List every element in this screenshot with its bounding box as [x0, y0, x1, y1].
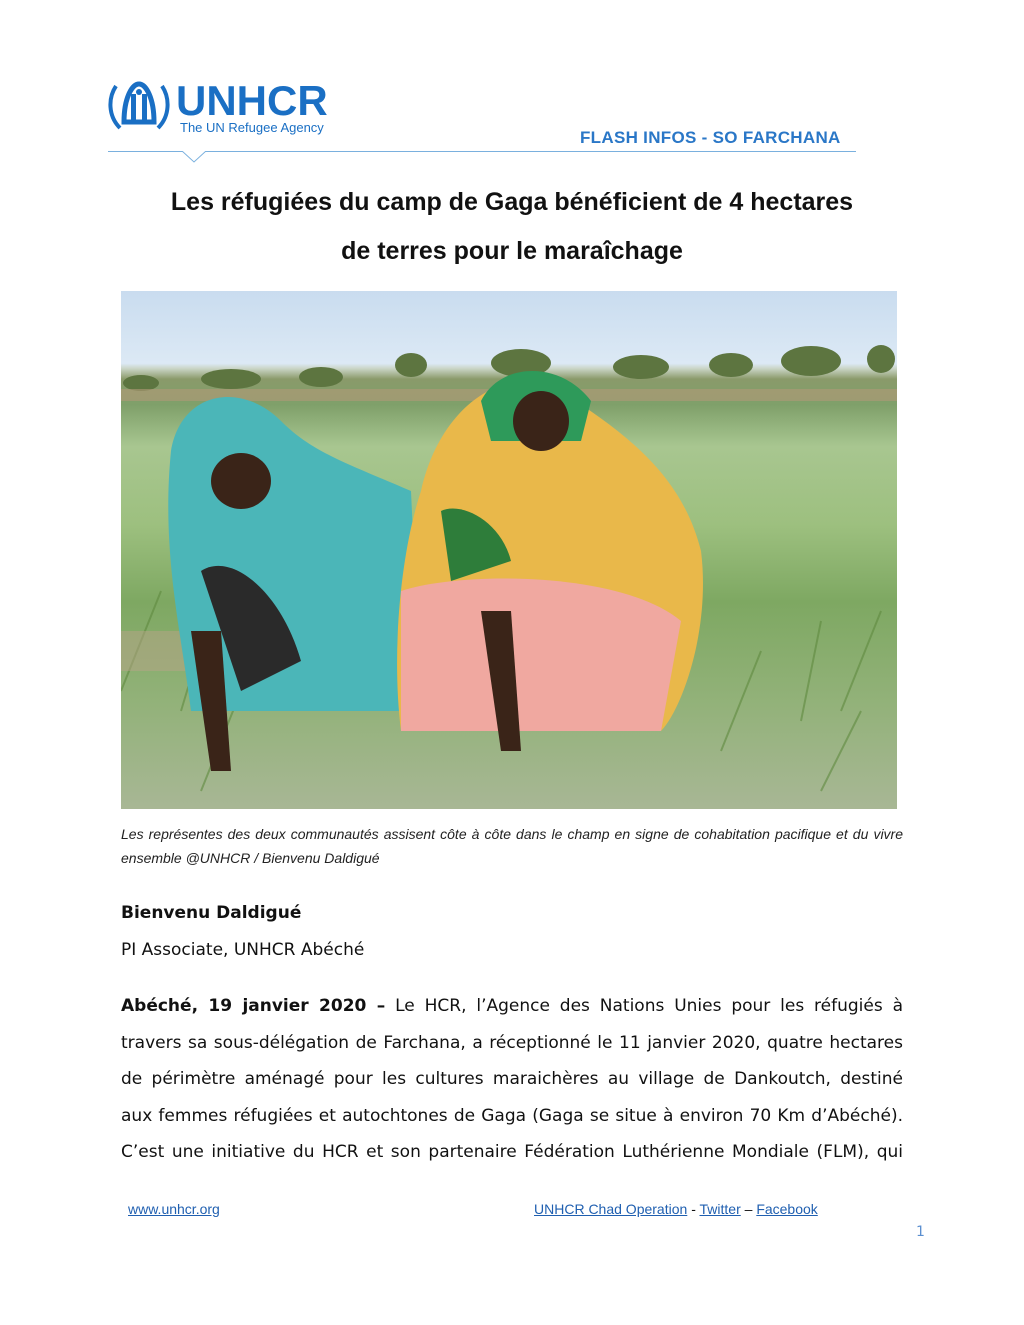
- article-photo: [121, 291, 897, 809]
- author-name: Bienvenu Daldigué: [121, 903, 302, 923]
- body-line: [121, 988, 903, 1025]
- author-role: PI Associate, UNHCR Abéché: [121, 940, 365, 960]
- page-number: 1: [916, 1224, 925, 1240]
- title-line-1: Les réfugiées du camp de Gaga bénéficient de 4 hectares: [170, 188, 854, 216]
- photo-illustration: [121, 291, 897, 809]
- title-line-2: de terres pour le maraîchage: [341, 237, 683, 265]
- section-header: FLASH INFOS - SO FARCHANA: [580, 128, 841, 147]
- logo-wordmark: UNHCR: [176, 77, 328, 124]
- article-title: [100, 178, 924, 276]
- separator: –: [744, 1201, 753, 1217]
- footer-links: [534, 1201, 818, 1217]
- unhcr-emblem-icon: [106, 78, 172, 134]
- facebook-link[interactable]: Facebook: [756, 1201, 818, 1217]
- divider-notch: [182, 151, 206, 163]
- article-body: [121, 988, 903, 1171]
- body-line: de périmètre aménagé pour les cultures maraichères au village de Dankoutch, destiné: [121, 1069, 903, 1089]
- header-divider: [108, 151, 856, 152]
- photo-caption: Les représentes des deux communautés assisent côte à côte dans le champ en signe de cohabitation pacifique et du vivre ensemble @UNHCR / Bienvenu Daldigué: [121, 826, 903, 866]
- logo-tagline: The UN Refugee Agency: [180, 120, 324, 135]
- body-line: aux femmes réfugiées et autochtones de Gaga (Gaga se situe à environ 70 Km d’Abéché).: [121, 1105, 903, 1126]
- website-link[interactable]: www.unhcr.org: [128, 1201, 220, 1217]
- chad-operation-link[interactable]: UNHCR Chad Operation: [534, 1201, 688, 1217]
- dateline: Abéché, 19 janvier 2020 –: [121, 996, 386, 1016]
- body-line-text: Le HCR, l’Agence des Nations Unies pour les réfugiés à: [395, 996, 903, 1016]
- body-line: travers sa sous-délégation de Farchana, a réceptionné le 11 janvier 2020, quatre hectares: [121, 1032, 903, 1053]
- body-line: C’est une initiative du HCR et son partenaire Fédération Luthérienne Mondiale (FLM), qui: [121, 1142, 903, 1162]
- separator: -: [691, 1201, 696, 1217]
- twitter-link[interactable]: Twitter: [699, 1201, 741, 1217]
